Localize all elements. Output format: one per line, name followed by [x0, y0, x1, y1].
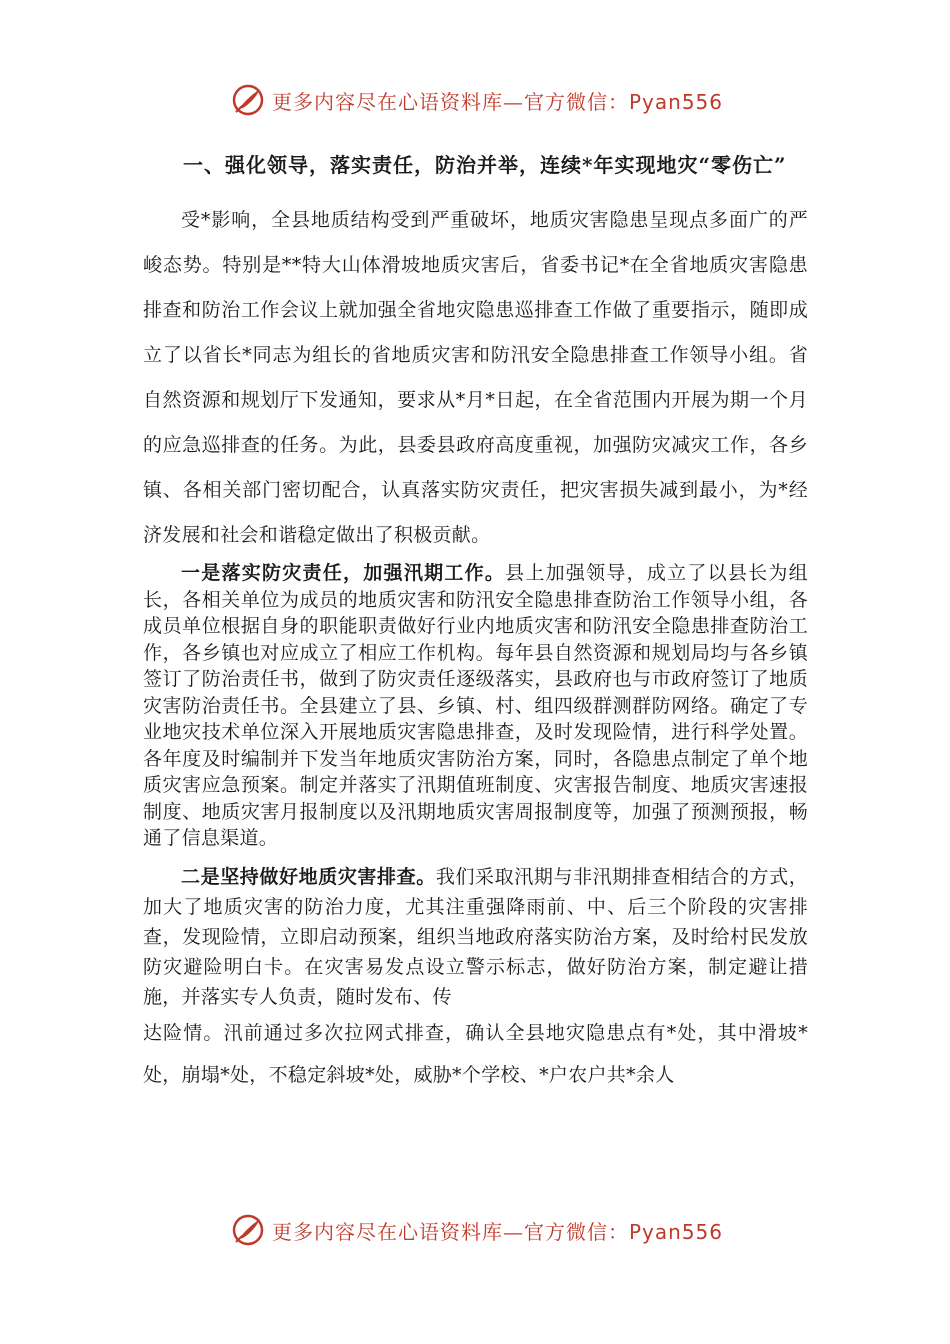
paragraph-body: 我们采取汛期与非汛期排查相结合的方式，加大了地质灾害的防治力度，尤其注重强降雨前、中、后三个阶段的灾害排查，发现险情，立即启动预案，组织当地政府落实防治方案，及时给村民发放防灾避险明白卡。在灾害易发点设立警示标志，做好防治方案，制定避让措施，并落实专人负责，随时发布、传 [143, 865, 808, 1008]
paragraph-lead: 二是坚持做好地质灾害排查。 [181, 865, 436, 888]
paragraph-investigation-continued: 达险情。汛前通过多次拉网式排查，确认全县地灾隐患点有*处，其中滑坡*处，崩塌*处，不稳定斜坡*处，威胁*个学校、*户农户共*余人 [143, 1021, 808, 1086]
paragraph-responsibility [143, 560, 808, 852]
watermark-text: 更多内容尽在心语资料库—官方微信：Pyan556 [272, 89, 724, 114]
paragraph-body: 县上加强领导，成立了以县长为组长，各相关单位为成员的地质灾害和防汛安全隐患排查防治工作领导小组，各成员单位根据自身的职能职责做好行业内地质灾害和防汛安全隐患排查防治工作，各乡镇也对应成立了相应工作机构。每年县自然资源和规划局均与各乡镇签订了防治责任书，做到了防灾责任逐级落实，县政府也与市政府签订了地质灾害防治责任书。全县建立了县、乡镇、村、组四级群测群防网络。确定了专业地灾技术单位深入开展地质灾害隐患排查，及时发现险情，进行科学处置。各年度及时编制并下发当年地质灾害防治方案，同时，各隐患点制定了单个地质灾害应急预案。制定并落实了汛期值班制度、灾害报告制度、地质灾害速报制度、地质灾害月报制度以及汛期地质灾害周报制度等，加强了预测预报，畅通了信息渠道。 [143, 562, 808, 849]
watermark-banner-bottom [230, 1210, 750, 1250]
document-body [143, 148, 808, 1096]
watermark-text: 更多内容尽在心语资料库—官方微信：Pyan556 [272, 1219, 724, 1244]
quill-logo-icon [230, 1212, 266, 1248]
section-heading: 一、强化领导，落实责任，防治并举，连续*年实现地灾“零伤亡” [183, 153, 787, 177]
quill-logo-icon [230, 82, 266, 118]
watermark-banner-top [230, 80, 750, 120]
paragraph-lead: 一是落实防灾责任，加强汛期工作。 [181, 562, 506, 584]
paragraph-investigation [143, 862, 808, 1012]
intro-paragraph: 受*影响，全县地质结构受到严重破坏，地质灾害隐患呈现点多面广的严峻态势。特别是**特大山体滑坡地质灾害后，省委书记*在全省地质灾害隐患排查和防治工作会议上就加强全省地灾隐患巡排查工作做了重要指示，随即成立了以省长*同志为组长的省地质灾害和防汛安全隐患排查工作领导小组。省自然资源和规划厅下发通知，要求从*月*日起，在全省范围内开展为期一个月的应急巡排查的任务。为此，县委县政府高度重视，加强防灾减灾工作，各乡镇、各相关部门密切配合，认真落实防灾责任，把灾害损失减到最小，为*经济发展和社会和谐稳定做出了积极贡献。 [143, 209, 808, 546]
